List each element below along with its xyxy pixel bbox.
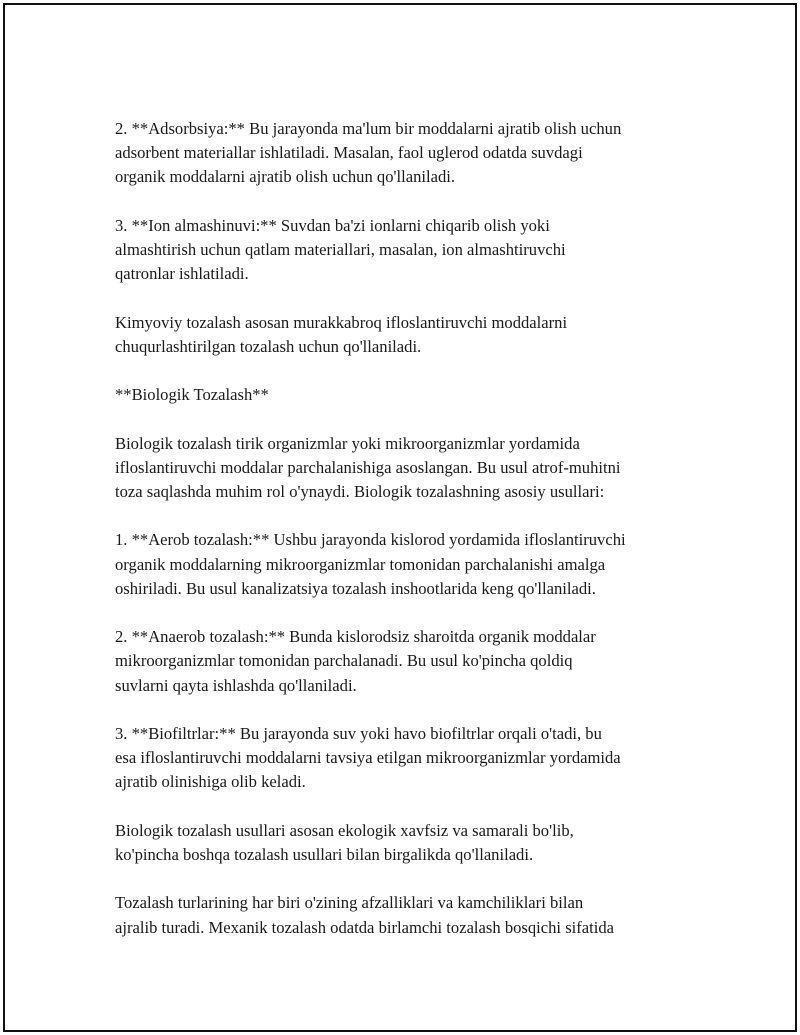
text-line: Kimyoviy tozalash asosan murakkabroq ifloslantiruvchi moddalarni [115, 312, 568, 332]
text-line: **Biologik Tozalash** [115, 385, 269, 405]
document-body [115, 117, 695, 964]
paragraph-biologik-summary [115, 819, 695, 867]
text-line: ko'pincha boshqa tozalash usullari bilan birgalikda qo'llaniladi. [115, 844, 534, 864]
text-line: Biologik tozalash usullari asosan ekologik xavfsiz va samarali bo'lib, [115, 820, 574, 840]
text-line: oshiriladi. Bu usul kanalizatsiya tozalash inshootlarida keng qo'llaniladi. [115, 578, 596, 598]
text-line: almashtirish uchun qatlam materiallari, masalan, ion almashtiruvchi [115, 240, 566, 259]
paragraph-kimyoviy-summary [115, 311, 695, 359]
text-line: adsorbent materiallar ishlatiladi. Masalan, faol uglerod odatda suvdagi [115, 143, 583, 163]
paragraph-tozalash-turlari [115, 891, 695, 939]
text-line: 3. **Biofiltrlar:** Bu jarayonda suv yoki havo biofiltrlar orqali o'tadi, bu [115, 723, 602, 743]
text-line: Biologik tozalash tirik organizmlar yoki mikroorganizmlar yordamida [115, 433, 580, 453]
paragraph-biologik-intro [115, 432, 695, 505]
text-line: toza saqlashda muhim rol o'ynaydi. Biologik tozalashning asosiy usullari: [115, 481, 605, 501]
text-line: esa ifloslantiruvchi moddalarni tavsiya etilgan mikroorganizmlar yordamida [115, 748, 621, 768]
text-line: Tozalash turlarining har biri o'zining afzalliklari va kamchiliklari bilan [115, 893, 584, 913]
text-line: suvlarni qayta ishlashda qo'llaniladi. [115, 675, 357, 695]
text-line: 2. **Adsorbsiya:** Bu jarayonda ma'lum bir moddalarni ajratib olish uchun [115, 119, 622, 138]
text-line: 1. **Aerob tozalash:** Ushbu jarayonda kislorod yordamida ifloslantiruvchi [115, 530, 626, 550]
text-line: mikroorganizmlar tomonidan parchalanadi. Bu usul ko'pincha qoldiq [115, 651, 573, 671]
text-line: qatronlar ishlatiladi. [115, 264, 249, 284]
text-line: chuqurlashtirilgan tozalash uchun qo'llaniladi. [115, 336, 422, 356]
text-line: organik moddalarni ajratib olish uchun qo'llaniladi. [115, 167, 456, 187]
section-heading-biologik [115, 383, 695, 407]
paragraph-anaerob [115, 625, 695, 698]
text-line: ajralib turadi. Mexanik tozalash odatda birlamchi tozalash bosqichi sifatida [115, 917, 615, 937]
text-line: 3. **Ion almashinuvi:** Suvdan ba'zi ionlarni chiqarib olish yoki [115, 215, 550, 235]
paragraph-adsorbsiya [115, 117, 695, 190]
paragraph-ion-almashinuvi [115, 214, 695, 287]
text-line: ifloslantiruvchi moddalar parchalanishiga asoslangan. Bu usul atrof-muhitni [115, 457, 621, 477]
text-line: organik moddalarning mikroorganizmlar tomonidan parchalanishi amalga [115, 554, 606, 574]
text-line: ajratib olinishiga olib keladi. [115, 772, 306, 792]
paragraph-biofiltrlar [115, 722, 695, 795]
paragraph-aerob [115, 528, 695, 601]
text-line: 2. **Anaerob tozalash:** Bunda kislorodsiz sharoitda organik moddalar [115, 627, 596, 647]
